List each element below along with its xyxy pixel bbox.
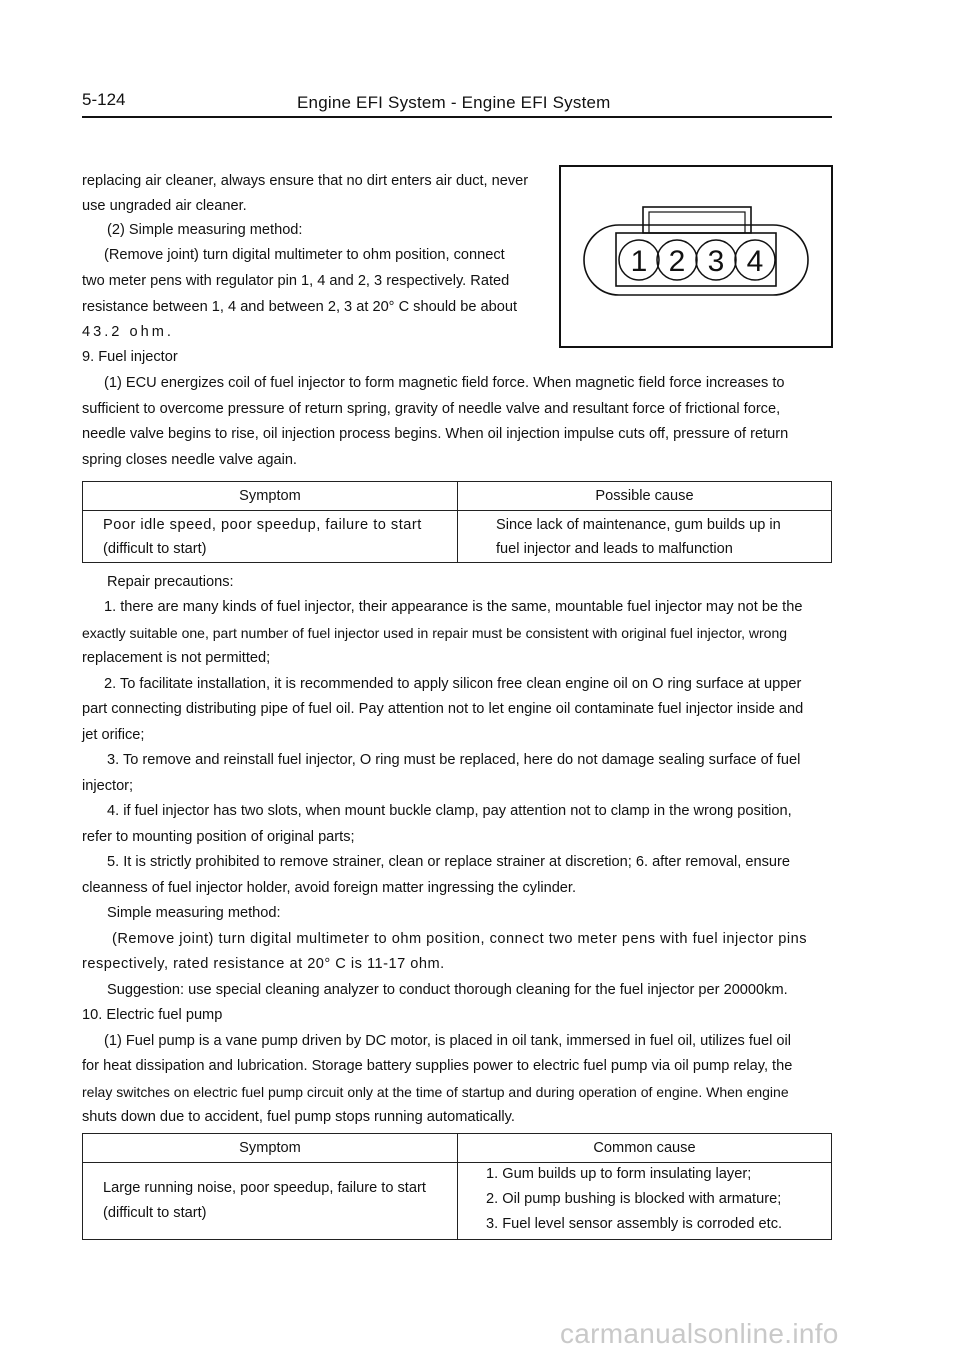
fuel-pump-symptom-table (82, 1133, 832, 1240)
symptom-cell (83, 1163, 458, 1240)
table-row (83, 1163, 832, 1240)
subheading: Repair precautions: (107, 574, 234, 590)
subheading: Simple measuring method: (107, 905, 281, 921)
body-line: 5. It is strictly prohibited to remove strainer, clean or replace strainer at discretion; 6. after removal, ensure (107, 854, 790, 870)
subheading: (2) Simple measuring method: (107, 222, 303, 238)
body-line: replacing air cleaner, always ensure that no dirt enters air duct, never (82, 173, 529, 189)
body-line: injector; (82, 778, 134, 794)
body-line: 3. To remove and reinstall fuel injector, O ring must be replaced, here do not damage sealing surface of fuel (107, 752, 801, 768)
table-header-row (83, 1134, 832, 1163)
section-heading: 9. Fuel injector (82, 349, 178, 365)
cell-line: Poor idle speed, poor speedup, failure to start (103, 517, 422, 533)
body-line: replacement is not permitted; (82, 650, 271, 666)
cause-cell (458, 1163, 832, 1240)
cell-line: Since lack of maintenance, gum builds up in (496, 517, 781, 533)
cell-line: 1. Gum builds up to form insulating layer; (486, 1166, 752, 1182)
pin-4-label: 4 (746, 245, 764, 278)
cell-line: 3. Fuel level sensor assembly is corroded etc. (486, 1216, 783, 1232)
page-number: 5-124 (82, 90, 126, 109)
body-line: needle valve begins to rise, oil injection process begins. When oil injection impulse cuts off, pressure of return (82, 426, 789, 442)
cell-line: 2. Oil pump bushing is blocked with armature; (486, 1191, 782, 1207)
table-header-cell: Possible cause (458, 482, 832, 511)
body-line: (1) ECU energizes coil of fuel injector to form magnetic field force. When magnetic field force increases to (104, 375, 785, 391)
body-line: respectively, rated resistance at 20° C is 11-17 ohm. (82, 956, 445, 972)
body-line: jet orifice; (82, 727, 145, 743)
body-line: spring closes needle valve again. (82, 452, 297, 468)
symptom-cell (83, 511, 458, 563)
watermark: carmanualsonline.info (560, 1318, 839, 1349)
table-header-cell: Symptom (83, 1134, 458, 1163)
pin-3-label: 3 (707, 245, 725, 278)
body-line: 4. if fuel injector has two slots, when mount buckle clamp, pay attention not to clamp in the wrong position, (107, 803, 792, 819)
body-line: exactly suitable one, part number of fuel injector used in repair must be consistent with original fuel injector, wrong (82, 625, 788, 641)
body-line: relay switches on electric fuel pump circuit only at the time of startup and during operation of engine. When engine (82, 1084, 789, 1100)
page-title: Engine EFI System - Engine EFI System (297, 93, 611, 112)
injector-symptom-table (82, 481, 832, 563)
table-header-cell: Common cause (458, 1134, 832, 1163)
body-line: (Remove joint) turn digital multimeter to ohm position, connect two meter pens with fuel injector pins (112, 931, 808, 947)
connector-latch-inner (649, 212, 745, 233)
cell-line: (difficult to start) (103, 1205, 207, 1221)
cause-cell (458, 511, 832, 563)
pin-1-label: 1 (630, 245, 648, 278)
body-line: shuts down due to accident, fuel pump stops running automatically. (82, 1109, 515, 1125)
cell-line: (difficult to start) (103, 541, 207, 557)
body-line: refer to mounting position of original parts; (82, 829, 355, 845)
table-header-cell: Symptom (83, 482, 458, 511)
cell-line: fuel injector and leads to malfunction (496, 541, 733, 557)
body-line: (Remove joint) turn digital multimeter to ohm position, connect (104, 247, 505, 263)
table-row (83, 511, 832, 563)
body-line: part connecting distributing pipe of fuel oil. Pay attention not to let engine oil contaminate fuel injector inside and (82, 701, 804, 717)
body-line: (1) Fuel pump is a vane pump driven by DC motor, is placed in oil tank, immersed in fuel oil, utilizes fuel oil (104, 1033, 792, 1049)
body-line: sufficient to overcome pressure of return spring, gravity of needle valve and resultant force of frictional force, (82, 401, 781, 417)
table-header-row (83, 482, 832, 511)
section-heading: 10. Electric fuel pump (82, 1007, 223, 1023)
body-line: 2. To facilitate installation, it is recommended to apply silicon free clean engine oil on O ring surface at upper (104, 676, 802, 692)
body-line: resistance between 1, 4 and between 2, 3 at 20° C should be about (82, 299, 518, 315)
pin-2-label: 2 (668, 245, 686, 278)
connector-diagram (561, 167, 831, 346)
body-line: 1. there are many kinds of fuel injector, their appearance is the same, mountable fuel injector may not be the (104, 599, 803, 615)
body-line: use ungraded air cleaner. (82, 198, 247, 214)
body-line: Suggestion: use special cleaning analyzer to conduct thorough cleaning for the fuel injector per 20000km. (107, 982, 788, 998)
header-divider (82, 116, 832, 118)
connector-latch-outer (643, 207, 751, 233)
cell-line: Large running noise, poor speedup, failure to start (103, 1180, 426, 1196)
body-line: for heat dissipation and lubrication. Storage battery supplies power to electric fuel pump via oil pump relay, the (82, 1058, 793, 1074)
connector-figure (559, 165, 833, 348)
body-line: 43.2 ohm. (82, 324, 174, 340)
body-line: two meter pens with regulator pin 1, 4 and 2, 3 respectively. Rated (82, 273, 510, 289)
body-line: cleanness of fuel injector holder, avoid foreign matter ingressing the cylinder. (82, 880, 577, 896)
